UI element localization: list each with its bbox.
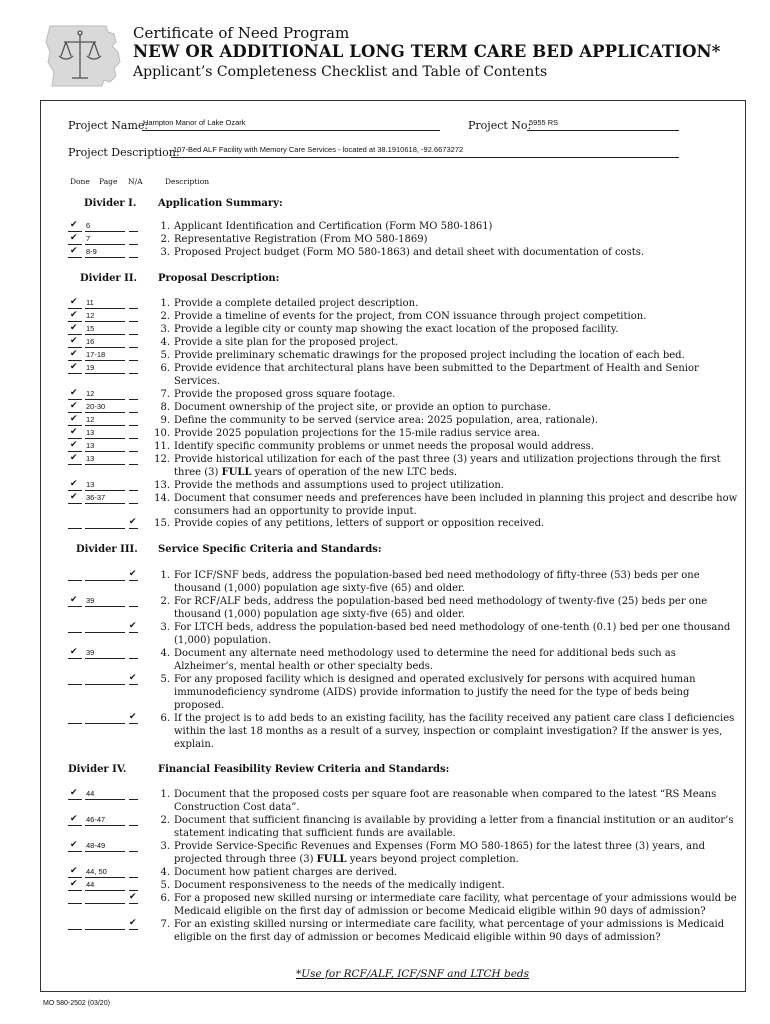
- page-blank: [85, 851, 125, 852]
- page-blank: [85, 606, 125, 607]
- page-blank: [85, 580, 125, 581]
- divider-label: Divider III.: [76, 544, 138, 555]
- item-text: Provide the methods and assumptions used to project utilization.: [174, 480, 504, 491]
- checklist-mark[interactable]: [68, 789, 142, 801]
- item-number: 2.: [160, 596, 170, 607]
- done-blank: [68, 851, 82, 852]
- item-number: 2.: [160, 234, 170, 245]
- na-blank: [129, 464, 138, 465]
- check-icon: ✔: [70, 297, 78, 307]
- item-text: Provide preliminary schematic drawings for the proposed project including the location of each bed.: [174, 350, 685, 361]
- project-name-field[interactable]: Hampton Manor of Lake Ozark: [143, 118, 246, 127]
- check-icon: ✔: [70, 647, 78, 657]
- checklist-mark[interactable]: [68, 402, 142, 414]
- check-icon: ✔: [70, 440, 78, 450]
- project-description-field[interactable]: 107-Bed ALF Facility with Memory Care Services - located at 38.1910618, -92.6673272: [173, 145, 464, 154]
- item-number: 6.: [160, 713, 170, 724]
- check-icon: ✔: [70, 427, 78, 437]
- page-blank: [85, 825, 125, 826]
- check-icon: ✔: [129, 712, 137, 722]
- divider-label: Divider II.: [80, 273, 138, 284]
- done-blank: [68, 877, 82, 878]
- page-number: 7: [86, 234, 91, 243]
- project-description-line: [171, 157, 679, 158]
- item-text: Representative Registration (From MO 580-1869): [174, 234, 428, 245]
- done-blank: [68, 684, 82, 685]
- page-number: 46-47: [86, 815, 106, 824]
- checklist-mark[interactable]: [68, 648, 142, 660]
- done-blank: [68, 373, 82, 374]
- checklist-mark[interactable]: [68, 350, 142, 362]
- page-blank: [85, 632, 125, 633]
- checklist-mark[interactable]: [68, 570, 142, 582]
- item-text: Define the community to be served (service area: 2025 population, area, rationale).: [174, 415, 598, 426]
- page-blank: [85, 425, 125, 426]
- na-blank: [129, 929, 138, 930]
- page-number: 13: [86, 428, 95, 437]
- done-blank: [68, 425, 82, 426]
- done-blank: [68, 464, 82, 465]
- check-icon: ✔: [129, 673, 137, 683]
- na-blank: [129, 373, 138, 374]
- item-text: Provide the proposed gross square footage.: [174, 389, 396, 400]
- item-number: 2.: [160, 815, 170, 826]
- done-blank: [68, 723, 82, 724]
- page-number: 6: [86, 221, 91, 230]
- na-blank: [129, 244, 138, 245]
- check-icon: ✔: [70, 788, 78, 798]
- project-no-label: Project No:: [468, 119, 532, 132]
- checklist-mark[interactable]: [68, 389, 142, 401]
- page-blank: [85, 360, 125, 361]
- item-number: 3.: [160, 324, 170, 335]
- checklist-mark[interactable]: [68, 596, 142, 608]
- column-done: Done: [70, 177, 90, 186]
- item-number: 12.: [154, 454, 170, 465]
- item-number: 1.: [160, 221, 170, 232]
- na-blank: [129, 632, 138, 633]
- na-blank: [129, 490, 138, 491]
- project-description-label: Project Description:: [68, 146, 180, 159]
- page-number: 12: [86, 311, 95, 320]
- item-text: For ICF/SNF beds, address the population-based bed need methodology of fifty-three (53) beds per one thousand (1,000) population age sixty-five (65) and older.: [174, 570, 700, 594]
- item-text: Provide historical utilization for each of the past three (3) years and utilization projections through the first three (3) FULL years of operation of the new LTC beds.: [174, 454, 721, 478]
- page-number: 44, 50: [86, 867, 107, 876]
- page-number: 15: [86, 324, 95, 333]
- item-number: 3.: [160, 622, 170, 633]
- form-number: MO 580-2502 (03/20): [43, 1000, 110, 1007]
- form-subtitle: Applicant’s Completeness Checklist and Table of Contents: [133, 64, 548, 80]
- checklist-mark[interactable]: [68, 893, 142, 905]
- check-icon: ✔: [70, 220, 78, 230]
- check-icon: ✔: [129, 569, 137, 579]
- item-text: Document that the proposed costs per square foot are reasonable when compared to the latest “RS Means Construction Cost data”.: [174, 789, 717, 813]
- done-blank: [68, 890, 82, 891]
- check-icon: ✔: [70, 323, 78, 333]
- item-text: For a proposed new skilled nursing or intermediate care facility, what percentage of your admissions would be Medicaid eligible on the first day of admission or become Medicaid eligible within 90 days of admission?: [174, 893, 737, 917]
- check-icon: ✔: [70, 388, 78, 398]
- done-blank: [68, 528, 82, 529]
- divider-label: Divider IV.: [68, 764, 127, 775]
- page-number: 12: [86, 415, 95, 424]
- done-blank: [68, 490, 82, 491]
- check-icon: ✔: [70, 401, 78, 411]
- page-blank: [85, 890, 125, 891]
- item-text: Provide a legible city or county map showing the exact location of the proposed facility.: [174, 324, 619, 335]
- checklist-mark[interactable]: [68, 674, 142, 686]
- item-number: 5.: [160, 674, 170, 685]
- check-icon: ✔: [70, 595, 78, 605]
- page-number: 39: [86, 648, 95, 657]
- form-header: [0, 0, 770, 100]
- page-number: 13: [86, 454, 95, 463]
- page-blank: [85, 723, 125, 724]
- page-number: 8-9: [86, 247, 97, 256]
- checklist-mark[interactable]: [68, 622, 142, 634]
- na-blank: [129, 903, 138, 904]
- check-icon: ✔: [129, 892, 137, 902]
- na-blank: [129, 877, 138, 878]
- item-text: Provide a site plan for the proposed project.: [174, 337, 399, 348]
- item-text: Applicant Identification and Certification (Form MO 580-1861): [174, 221, 493, 232]
- check-icon: ✔: [70, 349, 78, 359]
- checklist-mark[interactable]: [68, 454, 142, 466]
- check-icon: ✔: [70, 814, 78, 824]
- page-number: 13: [86, 441, 95, 450]
- column-na: N/A: [128, 177, 143, 186]
- na-blank: [129, 503, 138, 504]
- item-number: 6.: [160, 363, 170, 374]
- page-blank: [85, 308, 125, 309]
- page-blank: [85, 503, 125, 504]
- checklist-mark[interactable]: [68, 518, 142, 530]
- item-number: 7.: [160, 919, 170, 930]
- page-blank: [85, 373, 125, 374]
- column-page: Page: [99, 177, 118, 186]
- done-blank: [68, 503, 82, 504]
- check-icon: ✔: [129, 517, 137, 527]
- checklist-mark[interactable]: [68, 480, 142, 492]
- checklist-mark[interactable]: [68, 919, 142, 931]
- na-blank: [129, 684, 138, 685]
- check-icon: ✔: [70, 879, 78, 889]
- page-blank: [85, 528, 125, 529]
- done-blank: [68, 658, 82, 659]
- checklist-mark[interactable]: [68, 234, 142, 246]
- page-number: 48-49: [86, 841, 106, 850]
- page-blank: [85, 347, 125, 348]
- check-icon: ✔: [70, 362, 78, 372]
- page-blank: [85, 929, 125, 930]
- checklist-mark[interactable]: [68, 415, 142, 427]
- na-blank: [129, 723, 138, 724]
- item-text: Document that sufficient financing is available by providing a letter from a financial institution or an auditor’s statement indicating that sufficient funds are available.: [174, 815, 734, 839]
- project-no-field[interactable]: 5955 RS: [529, 118, 559, 127]
- page-blank: [85, 464, 125, 465]
- divider-label: Divider I.: [84, 198, 137, 209]
- check-icon: ✔: [70, 479, 78, 489]
- item-text: Identify specific community problems or unmet needs the proposal would address.: [174, 441, 594, 452]
- item-text: Document how patient charges are derived.: [174, 867, 398, 878]
- na-blank: [129, 451, 138, 452]
- page-blank: [85, 321, 125, 322]
- page-blank: [85, 658, 125, 659]
- checklist-mark[interactable]: [68, 880, 142, 892]
- checklist-mark[interactable]: [68, 247, 142, 259]
- check-icon: ✔: [70, 414, 78, 424]
- item-text: For LTCH beds, address the population-based bed need methodology of one-tenth (0.1) bed per one thousand (1,000) population.: [174, 622, 731, 646]
- item-number: 5.: [160, 880, 170, 891]
- page-blank: [85, 438, 125, 439]
- na-blank: [129, 851, 138, 852]
- check-icon: ✔: [129, 621, 137, 631]
- na-blank: [129, 606, 138, 607]
- item-text: Document that consumer needs and preferences have been included in planning this project and describe how consumers had an opportunity to provide input.: [174, 493, 738, 517]
- na-blank: [129, 347, 138, 348]
- page-number: 39: [86, 596, 95, 605]
- done-blank: [68, 606, 82, 607]
- checklist-mark[interactable]: [68, 337, 142, 349]
- item-text: For an existing skilled nursing or intermediate care facility, what percentage of your admissions is Medicaid eligible on the first day of admission or becomes Medicaid eligible within 90 days of admission?: [174, 919, 725, 943]
- done-blank: [68, 257, 82, 258]
- check-icon: ✔: [70, 310, 78, 320]
- na-blank: [129, 412, 138, 413]
- checklist-mark[interactable]: [68, 311, 142, 323]
- item-text: Provide a timeline of events for the project, from CON issuance through project competition.: [174, 311, 647, 322]
- done-blank: [68, 308, 82, 309]
- item-number: 11.: [154, 441, 170, 452]
- na-blank: [129, 334, 138, 335]
- page-number: 20-30: [86, 402, 106, 411]
- page-number: 44: [86, 880, 95, 889]
- item-text: Provide copies of any petitions, letters of support or opposition received.: [174, 518, 545, 529]
- done-blank: [68, 244, 82, 245]
- check-icon: ✔: [70, 840, 78, 850]
- item-text: Document ownership of the project site, or provide an option to purchase.: [174, 402, 551, 413]
- page-blank: [85, 877, 125, 878]
- check-icon: ✔: [70, 233, 78, 243]
- checklist-mark[interactable]: [68, 815, 142, 827]
- item-number: 6.: [160, 893, 170, 904]
- page-number: 13: [86, 480, 95, 489]
- item-number: 1.: [160, 570, 170, 581]
- page-blank: [85, 244, 125, 245]
- done-blank: [68, 334, 82, 335]
- page-blank: [85, 231, 125, 232]
- missouri-seal-icon: [44, 22, 126, 88]
- done-blank: [68, 399, 82, 400]
- na-blank: [129, 799, 138, 800]
- page-blank: [85, 257, 125, 258]
- done-blank: [68, 825, 82, 826]
- page-number: 12: [86, 389, 95, 398]
- check-icon: ✔: [70, 492, 78, 502]
- done-blank: [68, 903, 82, 904]
- section-title: Service Specific Criteria and Standards:: [158, 544, 382, 555]
- na-blank: [129, 890, 138, 891]
- page-number: 17-18: [86, 350, 106, 359]
- item-number: 5.: [160, 350, 170, 361]
- check-icon: ✔: [129, 918, 137, 928]
- checklist-mark[interactable]: [68, 324, 142, 336]
- page-blank: [85, 684, 125, 685]
- item-text: Proposed Project budget (Form MO 580-1863) and detail sheet with documentation of costs.: [174, 247, 645, 258]
- section-title: Application Summary:: [158, 198, 283, 209]
- project-no-line: [527, 130, 679, 131]
- column-description: Description: [165, 177, 210, 186]
- page-number: 36-37: [86, 493, 106, 502]
- item-number: 8.: [160, 402, 170, 413]
- item-number: 14.: [154, 493, 170, 504]
- item-text: For RCF/ALF beds, address the population-based bed need methodology of twenty-five (25) beds per one thousand (1,000) population age sixty-five (65) and older.: [174, 596, 708, 620]
- na-blank: [129, 360, 138, 361]
- item-text: Document responsiveness to the needs of the medically indigent.: [174, 880, 505, 891]
- page-blank: [85, 334, 125, 335]
- project-name-label: Project Name:: [68, 119, 149, 132]
- checklist-mark[interactable]: [68, 867, 142, 879]
- item-number: 15.: [154, 518, 170, 529]
- item-text: Document any alternate need methodology used to determine the need for additional beds such as Alzheimer’s, mental health or other specialty beds.: [174, 648, 676, 672]
- section-title: Proposal Description:: [158, 273, 280, 284]
- item-number: 2.: [160, 311, 170, 322]
- done-blank: [68, 321, 82, 322]
- item-text: For any proposed facility which is designed and operated exclusively for persons with acquired human immunodeficiency syndrome (AIDS) provide information to justify the need for the type of beds being proposed.: [174, 674, 696, 711]
- done-blank: [68, 347, 82, 348]
- done-blank: [68, 580, 82, 581]
- item-number: 9.: [160, 415, 170, 426]
- check-icon: ✔: [70, 866, 78, 876]
- check-icon: ✔: [70, 336, 78, 346]
- check-icon: ✔: [70, 246, 78, 256]
- na-blank: [129, 321, 138, 322]
- check-icon: ✔: [70, 453, 78, 463]
- na-blank: [129, 308, 138, 309]
- checklist-mark[interactable]: [68, 441, 142, 453]
- done-blank: [68, 360, 82, 361]
- checklist-mark[interactable]: [68, 428, 142, 440]
- item-text: Provide a complete detailed project description.: [174, 298, 419, 309]
- checklist-mark[interactable]: [68, 841, 142, 853]
- checklist-mark[interactable]: [68, 298, 142, 310]
- section-title: Financial Feasibility Review Criteria and Standards:: [158, 764, 450, 775]
- item-number: 4.: [160, 867, 170, 878]
- item-number: 1.: [160, 789, 170, 800]
- item-text: If the project is to add beds to an existing facility, has the facility received any patient care class I deficiencies within the last 18 months as a result of a survey, inspection or complaint investigation? If the answer is yes, explain.: [174, 713, 735, 750]
- page-blank: [85, 490, 125, 491]
- program-name: Certificate of Need Program: [133, 24, 350, 42]
- na-blank: [129, 438, 138, 439]
- checklist-mark[interactable]: [68, 713, 142, 725]
- item-number: 3.: [160, 247, 170, 258]
- na-blank: [129, 231, 138, 232]
- na-blank: [129, 825, 138, 826]
- page-blank: [85, 903, 125, 904]
- done-blank: [68, 412, 82, 413]
- na-blank: [129, 399, 138, 400]
- checklist-mark[interactable]: [68, 221, 142, 233]
- na-blank: [129, 425, 138, 426]
- checklist-mark[interactable]: [68, 363, 142, 375]
- item-text: Provide 2025 population projections for the 15-mile radius service area.: [174, 428, 541, 439]
- page-blank: [85, 799, 125, 800]
- done-blank: [68, 438, 82, 439]
- item-number: 4.: [160, 648, 170, 659]
- page-number: 16: [86, 337, 95, 346]
- item-text: Provide evidence that architectural plans have been submitted to the Department of Health and Senior Services.: [174, 363, 699, 387]
- item-number: 13.: [154, 480, 170, 491]
- done-blank: [68, 632, 82, 633]
- done-blank: [68, 231, 82, 232]
- project-name-line: [142, 130, 440, 131]
- done-blank: [68, 929, 82, 930]
- page-blank: [85, 412, 125, 413]
- item-number: 10.: [154, 428, 170, 439]
- form-title: NEW OR ADDITIONAL LONG TERM CARE BED APPLICATION*: [133, 42, 721, 61]
- done-blank: [68, 451, 82, 452]
- page-number: 19: [86, 363, 95, 372]
- done-blank: [68, 799, 82, 800]
- na-blank: [129, 528, 138, 529]
- na-blank: [129, 257, 138, 258]
- item-number: 7.: [160, 389, 170, 400]
- item-number: 1.: [160, 298, 170, 309]
- page-blank: [85, 399, 125, 400]
- page-number: 44: [86, 789, 95, 798]
- na-blank: [129, 658, 138, 659]
- item-text: Provide Service-Specific Revenues and Expenses (Form MO 580-1865) for the latest three (3) years, and projected through three (3) FULL years beyond project completion.: [174, 841, 705, 865]
- page-number: 11: [86, 298, 94, 307]
- na-blank: [129, 580, 138, 581]
- checklist-mark[interactable]: [68, 493, 142, 505]
- item-number: 4.: [160, 337, 170, 348]
- footnote: *Use for RCF/ALF, ICF/SNF and LTCH beds: [296, 968, 530, 980]
- item-number: 3.: [160, 841, 170, 852]
- page-blank: [85, 451, 125, 452]
